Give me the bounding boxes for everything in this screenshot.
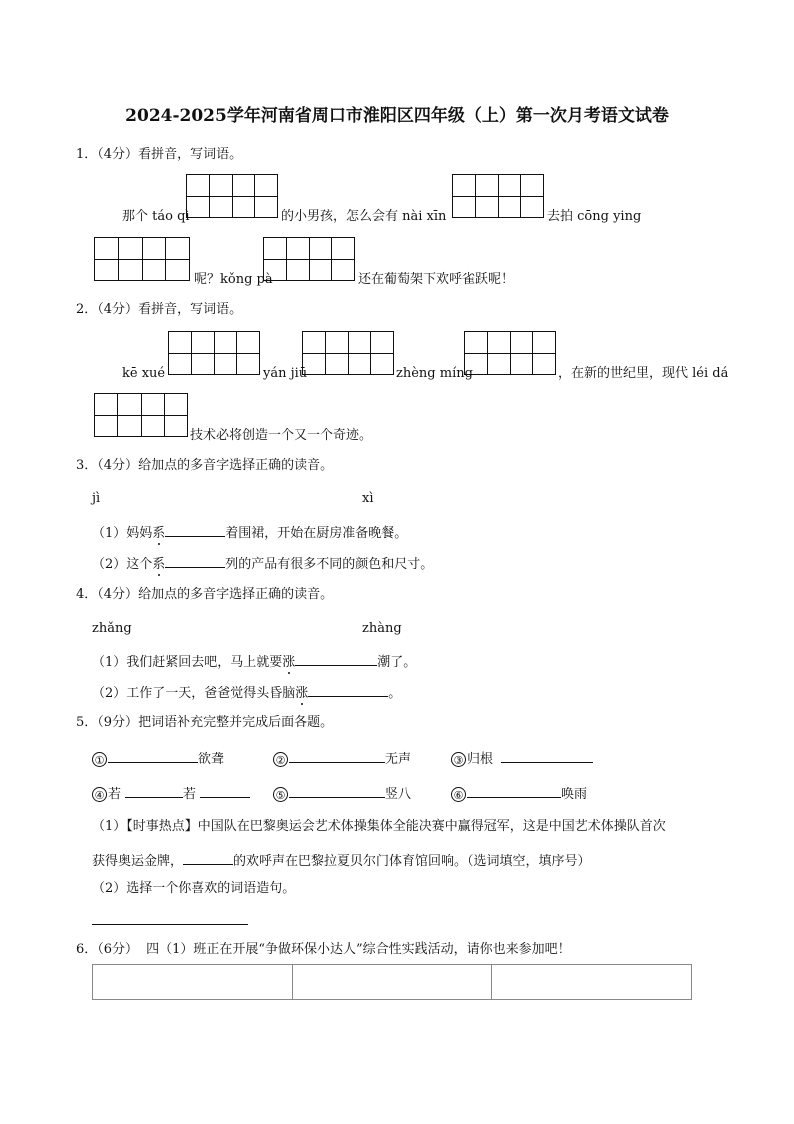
- question-5-header: [76, 716, 333, 729]
- answer-blank[interactable]: [295, 652, 377, 666]
- q1-text-2: 的小男孩，怎么会有 nài xīn: [281, 209, 447, 224]
- dotted-char: 系: [152, 526, 166, 541]
- answer-blank[interactable]: [108, 749, 198, 763]
- q1-text-5: 还在葡萄架下欢呼雀跃呢！: [358, 272, 515, 287]
- q1-text-3: 去拍 cōng ying: [547, 209, 642, 224]
- page-title: 2024-2025学年河南省周口市淮阳区四年级（上）第一次月考语文试卷: [125, 106, 669, 126]
- question-prompt: 四（1）班正在开展“争做环保小达人”综合性实践活动，请你也来参加吧！: [146, 942, 571, 957]
- answer-blank[interactable]: [165, 554, 225, 568]
- question-prompt: 看拼音，写词语。: [138, 302, 243, 317]
- answer-blank[interactable]: [467, 784, 561, 798]
- table-cell[interactable]: [492, 965, 691, 999]
- q4-option-1: zhǎng: [92, 621, 132, 636]
- answer-blank[interactable]: [289, 784, 385, 798]
- answer-blank[interactable]: [183, 851, 233, 865]
- q1-text-1: 那个 táo qì: [122, 209, 190, 224]
- question-score: （6分）: [97, 942, 139, 957]
- question-prompt: 把词语补充完整并完成后面各题。: [138, 715, 334, 730]
- question-3-header: [76, 459, 333, 472]
- dotted-char: 涨: [282, 655, 296, 670]
- idiom-1: ① 欲聋: [92, 749, 224, 767]
- idiom-4: ④ 若 若: [92, 784, 250, 802]
- q1-writing-grid-4[interactable]: [263, 237, 355, 281]
- q4-sentence-2: （2）工作了一天，爸爸觉得头昏脑涨 。: [92, 683, 401, 700]
- idiom-2: ② 无声: [273, 749, 411, 767]
- answer-blank[interactable]: [125, 784, 183, 798]
- activity-table: [92, 964, 692, 1000]
- answer-blank[interactable]: [501, 749, 593, 763]
- q2-writing-grid-3[interactable]: [464, 331, 556, 375]
- q2-text-2: yán jiū: [263, 366, 308, 381]
- q5-part-1-line-1: （1）【时事热点】中国队在巴黎奥运会艺术体操集体全能决赛中赢得冠军，这是中国艺术体操队首次: [92, 819, 666, 834]
- q4-option-2: zhàng: [362, 621, 402, 636]
- question-4-header: [76, 588, 333, 601]
- q2-text-5: 技术必将创造一个又一个奇迹。: [190, 428, 373, 443]
- q2-writing-grid-2[interactable]: [302, 331, 394, 375]
- q3-option-2: xì: [362, 491, 374, 506]
- question-score: （4分）: [97, 587, 139, 602]
- question-score: （4分）: [97, 147, 139, 162]
- q5-part-1-line-2: 获得奥运金牌， 的欢呼声在巴黎拉夏贝尔门体育馆回响。（选词填空，填序号）: [92, 851, 591, 868]
- q2-writing-grid-1[interactable]: [168, 331, 260, 375]
- question-number: 5．: [76, 715, 98, 730]
- question-number: 1．: [76, 147, 98, 162]
- idiom-5: ⑤ 竖八: [273, 784, 411, 802]
- question-score: （9分）: [97, 715, 139, 730]
- q1-text-4: 呢？kǒng pà: [194, 272, 273, 287]
- question-number: 2．: [76, 302, 98, 317]
- idiom-6: ⑥ 唤雨: [451, 784, 587, 802]
- question-1-header: [76, 148, 242, 161]
- question-prompt: 给加点的多音字选择正确的读音。: [138, 458, 334, 473]
- sentence-answer-line[interactable]: [92, 912, 248, 925]
- question-number: 4．: [76, 587, 98, 602]
- q1-writing-grid-1[interactable]: [186, 174, 278, 218]
- q2-writing-grid-4[interactable]: [94, 393, 188, 437]
- dotted-char: 系: [152, 557, 166, 572]
- q3-sentence-2: （2）这个系 列的产品有很多不同的颜色和尺寸。: [92, 554, 433, 571]
- table-cell[interactable]: [293, 965, 493, 999]
- q5-part-2: （2）选择一个你喜欢的词语造句。: [92, 881, 296, 896]
- answer-blank[interactable]: [200, 784, 250, 798]
- answer-blank[interactable]: [289, 749, 385, 763]
- q2-text-4: ，在新的世纪里，现代 léi dá: [558, 366, 729, 381]
- q1-writing-grid-3[interactable]: [94, 237, 190, 281]
- question-prompt: 给加点的多音字选择正确的读音。: [138, 587, 334, 602]
- dotted-char: 涨: [295, 686, 309, 701]
- q1-writing-grid-2[interactable]: [452, 174, 544, 218]
- idiom-3: ③ 归根: [451, 749, 593, 767]
- question-2-header: [76, 303, 242, 316]
- q3-option-1: jì: [92, 491, 101, 506]
- question-score: （4分）: [97, 302, 139, 317]
- q2-text-3: zhèng míng: [396, 366, 473, 381]
- answer-blank[interactable]: [308, 683, 388, 697]
- table-cell[interactable]: [93, 965, 293, 999]
- q3-sentence-1: （1）妈妈系 着围裙，开始在厨房准备晚餐。: [92, 523, 407, 540]
- q4-sentence-1: （1）我们赶紧回去吧，马上就要涨 潮了。: [92, 652, 416, 669]
- q2-text-1: kē xué: [122, 366, 166, 381]
- question-number: 6．: [76, 942, 98, 957]
- question-6-header: [76, 943, 571, 956]
- question-number: 3．: [76, 458, 98, 473]
- question-score: （4分）: [97, 458, 139, 473]
- question-prompt: 看拼音，写词语。: [138, 147, 243, 162]
- answer-blank[interactable]: [165, 523, 225, 537]
